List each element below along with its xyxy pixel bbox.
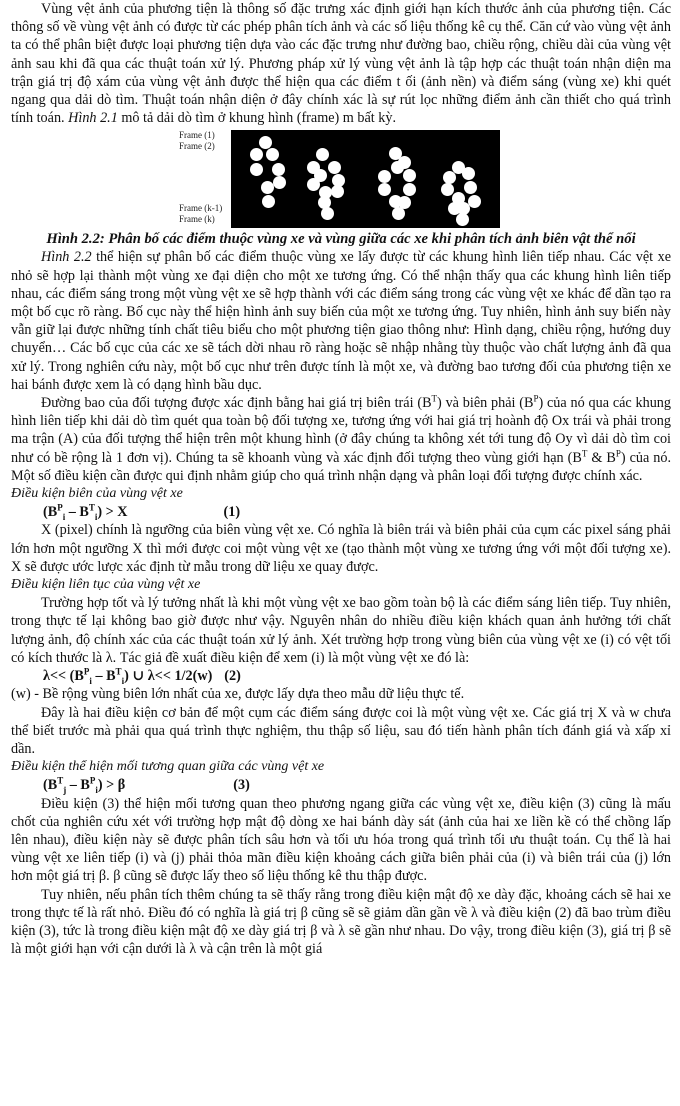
paragraph-text: mô tả dải dò tìm ở khung hình (frame) m bất kỳ.	[117, 110, 396, 127]
subscript: i	[121, 675, 125, 686]
bright-point	[392, 207, 405, 220]
superscript: T	[581, 447, 588, 458]
section-heading-continuity: Điều kiện liên tục của vùng vệt xe	[11, 577, 201, 593]
formula-1	[43, 503, 671, 521]
text: & B	[587, 449, 616, 466]
paragraph-text: thể hiện sự phân bố các điểm thuộc vùng xe lấy được từ các khung hình liên tiếp nhau. Các vệt xe nhỏ sẽ hợp lại thành một vùng xe đại diện cho một xe tương ứng. Có thể nhận thấy qua các khung hình liên tiếp nhau, các điểm sáng trong một vùng vệt xe sẽ hợp thành với các điểm sáng trong các vùng vệt xe khác để dần tạo ra một bố cục rõ ràng. Bố cục này thể hiện hình ảnh suy biến của một xe tương ứng. Tuy nhiên, hình ảnh suy biến này vẫn giữ lại được những tính chất tiêu biểu cho một phương tiện giao thông như: Hình dạng, chiều rộng, hướng duy chuyển… Các bố cục của các xe sẽ tách dời nhau rõ ràng hoặc sẽ nhập nhằng tùy thuộc vào chất lượng ảnh đã qua xử lý. Trong nghiên cứu này, một bố cục như trên được tính là một xe, và đường bao tương đối của phương tiện xe hai bánh được xem là có dạng hình bầu dục.	[11, 249, 671, 393]
bright-point	[250, 148, 263, 161]
formula-part: – B	[91, 668, 116, 685]
subscript: j	[63, 785, 67, 796]
paragraph-threshold: X (pixel) chính là ngưỡng của biên vùng vệt xe. Có nghĩa là biên trái và biên phải của cụm các pixel sáng phải lớn hơn một ngưỡng X thì mới được coi một vùng vệt xe (tạo thành một vùng xe tương ứng với một đối tượng xe). X sẽ được ước lược xác định từ mẫu trong dữ liệu xe quay được.	[11, 522, 671, 575]
formula-3	[43, 776, 671, 794]
bright-point	[464, 181, 477, 194]
superscript: P	[57, 502, 63, 513]
superscript: T	[115, 666, 122, 677]
bright-point	[321, 207, 334, 220]
bright-point	[316, 148, 329, 161]
superscript: P	[533, 393, 539, 404]
bright-point	[403, 183, 416, 196]
paragraph-correlation: Điều kiện (3) thể hiện mối tương quan theo phương ngang giữa các vùng vệt xe, điều kiện (3) cũng là mấu chốt của nghiên cứu xét với trường hợp mật độ dòng xe hai bánh dày sát (ảnh của hai xe liền kề có thể chồng lấp lên nhau), điều kiện này sẽ được phân tích sâu hơn và tối ưu hóa trong quá trình tối ưu thuật toán. Cụ thể là hai vùng vệt xe liên tiếp (i) và (j) phải thỏa mãn điều kiện khoảng cách giữa biên phải của (i) và biên trái của (j) lớn hơn một giá trị β. β cũng sẽ được lấy theo số liệu thống kê thu thập được.	[11, 795, 671, 885]
subscript: i	[95, 785, 98, 796]
text: Đường bao của đối tượng được xác định bằng hai giá trị biên trái (B	[41, 395, 432, 412]
formula-part: ) > β	[97, 777, 126, 794]
superscript: T	[57, 775, 64, 786]
bright-point	[272, 163, 285, 176]
paragraph-continuity: Trường hợp tốt và lý tưởng nhất là khi một vùng vệt xe bao gồm toàn bộ là các điểm sáng liên tiếp. Tuy nhiên, trong thực tế lại không bao giờ được như vậy. Nguyên nhân do nhiều điều kiện khách quan ảnh hưởng tới chất lượng ảnh, độ chính xác của các thuật toán xử lý ảnh. Xét trường hợp trong vùng biên của vùng vệt xe (i) có vệt tối có kích thước là λ. Tác giả đề xuất điều kiện để xem (i) là một vùng vệt xe đó là:	[11, 595, 671, 666]
subscript: i	[62, 512, 66, 523]
bright-point	[456, 213, 469, 226]
frame-label: Frame (k)	[179, 213, 215, 224]
bright-point	[259, 136, 272, 149]
paragraph-basic-conditions: Đây là hai điều kiện cơ bản để một cụm các điểm sáng được coi là một vùng vệt xe. Các giá trị X và w chưa thể biết trước mà phải qua quá trình thực nghiệm, thu thập số liệu, sau đó tiến hành phân tích đánh giá và xấp xỉ dần.	[11, 704, 671, 757]
frame-label: Frame (1)	[179, 130, 215, 141]
paragraph-width-definition: (w) - Bề rộng vùng biên lớn nhất của xe, được lấy dựa theo mẫu dữ liệu thực tế.	[11, 686, 465, 703]
superscript: T	[88, 502, 95, 513]
bright-point	[443, 171, 456, 184]
text: ) và biên phải (B	[437, 395, 534, 412]
equation-number: (2)	[224, 668, 241, 685]
bright-point	[331, 185, 344, 198]
paragraph-contour	[11, 394, 671, 485]
bright-point	[273, 176, 286, 189]
formula-part: – B	[65, 504, 89, 521]
frame-labels	[179, 130, 222, 224]
paragraph-dense-traffic: Tuy nhiên, nếu phân tích thêm chúng ta sẽ thấy rằng trong điều kiện mật độ xe dày đặc, khoảng cách sẽ hai xe trong thực tế là rất nhỏ. Điều đó có nghĩa là giá trị β cũng sẽ sẽ giảm dần gần về λ và điều kiện (2) đã bao trùm điều kiện (3), tức là trong điều kiện mật độ xe dày giá trị β và λ sẽ gần như nhau. Do vậy, trong điều kiện (3), giá trị β sẽ là một giới hạn với cận dưới là λ và cận trên là một giá	[11, 886, 671, 958]
bright-point	[391, 161, 404, 174]
superscript: T	[431, 393, 438, 404]
superscript: P	[83, 666, 90, 677]
formula-part: (B	[43, 777, 58, 794]
figure-2-2	[11, 128, 671, 229]
subscript: i	[94, 512, 98, 523]
superscript: P	[89, 775, 96, 786]
text: ) của nó. Một số điều kiện cần được qui định nhằm giúp cho quá trình nhận dạng và phân loại đối tượng được chính xác.	[11, 449, 671, 484]
paragraph-figure-description	[11, 248, 671, 394]
bright-point	[307, 178, 320, 191]
formula-part: ) ∪ λ<< 1/2(w)	[124, 668, 213, 685]
figure-reference: Hình 2.1	[68, 110, 118, 127]
section-heading-boundary: Điều kiện biên của vùng vệt xe	[11, 486, 183, 502]
figure-caption: Hình 2.2: Phân bố các điểm thuộc vùng xe và vùng giữa các xe khi phân tích ảnh biên vật thể nổi	[46, 231, 636, 248]
bright-point	[403, 169, 416, 182]
text: ) của nó qua các khung hình liên tiếp khi dải dò tìm quét qua toàn bộ đối tượng xe, tương ứng với hai giá trị hoành độ Ox trái và phải trong ma trận (A) của đối tượng thể hiện trên một khung hình (ở đây chúng ta không xét tới tung độ Oy vì dải dò tìm coi như có bề rộng là 1 đơn vị). Chúng ta sẽ khoanh vùng và xác định đối tượng theo vùng giới hạn (B	[11, 395, 671, 466]
bright-point	[441, 183, 454, 196]
bright-point	[261, 181, 274, 194]
figure-reference: Hình 2.2	[41, 249, 92, 266]
formula-part: ) > X	[97, 504, 128, 521]
formula-part: λ<< (B	[43, 668, 84, 685]
bright-point	[250, 163, 263, 176]
bright-point	[378, 183, 391, 196]
formula-part: – B	[66, 777, 90, 794]
subscript: i	[89, 675, 92, 686]
document-page	[11, 0, 671, 958]
equation-number: (1)	[223, 504, 241, 521]
bright-point	[378, 170, 391, 183]
bright-point	[462, 167, 475, 180]
bright-point	[328, 161, 341, 174]
frame-label: Frame (k-1)	[179, 203, 223, 214]
formula-part: (B	[43, 504, 58, 521]
superscript: P	[615, 447, 621, 458]
bright-point	[266, 148, 279, 161]
paragraph-text: Vùng vệt ảnh của phương tiện là thông số đặc trưng xác định giới hạn kích thước ảnh của phương tiện. Các thông số về vùng vệt ảnh có được từ các phép phân tích ảnh và các số liệu thống kê cụ thể. Căn cứ vào vùng vệt ảnh ta có thể phân biệt được loại phương tiện dựa vào các đặc trưng như đường bao, chiều rộng, chiều dài của vùng vệt ảnh sau khi đã qua các thuật toán xử lý. Phương pháp xử lý vùng vệt ảnh là tập hợp các thuật toán nhận diện ma trận giá trị độ xám của vùng vệt ảnh được thể hiện qua các điểm t ối (ảnh nền) và điểm sáng (vùng xe) khi quét ngang qua dải dò tìm. Thuật toán nhận diện ở đây chính xác là sự rút lọc những điểm ảnh cần thiết cho quá trình tính toán.	[11, 1, 671, 127]
bright-point	[262, 195, 275, 208]
section-heading-correlation: Điều kiện thể hiện mối tương quan giữa các vùng vệt xe	[11, 759, 325, 775]
vehicle-blob-image	[231, 130, 500, 228]
paragraph-intro	[11, 0, 671, 127]
formula-2	[43, 667, 671, 685]
frame-label: Frame (2)	[179, 140, 215, 151]
equation-number: (3)	[233, 777, 250, 794]
